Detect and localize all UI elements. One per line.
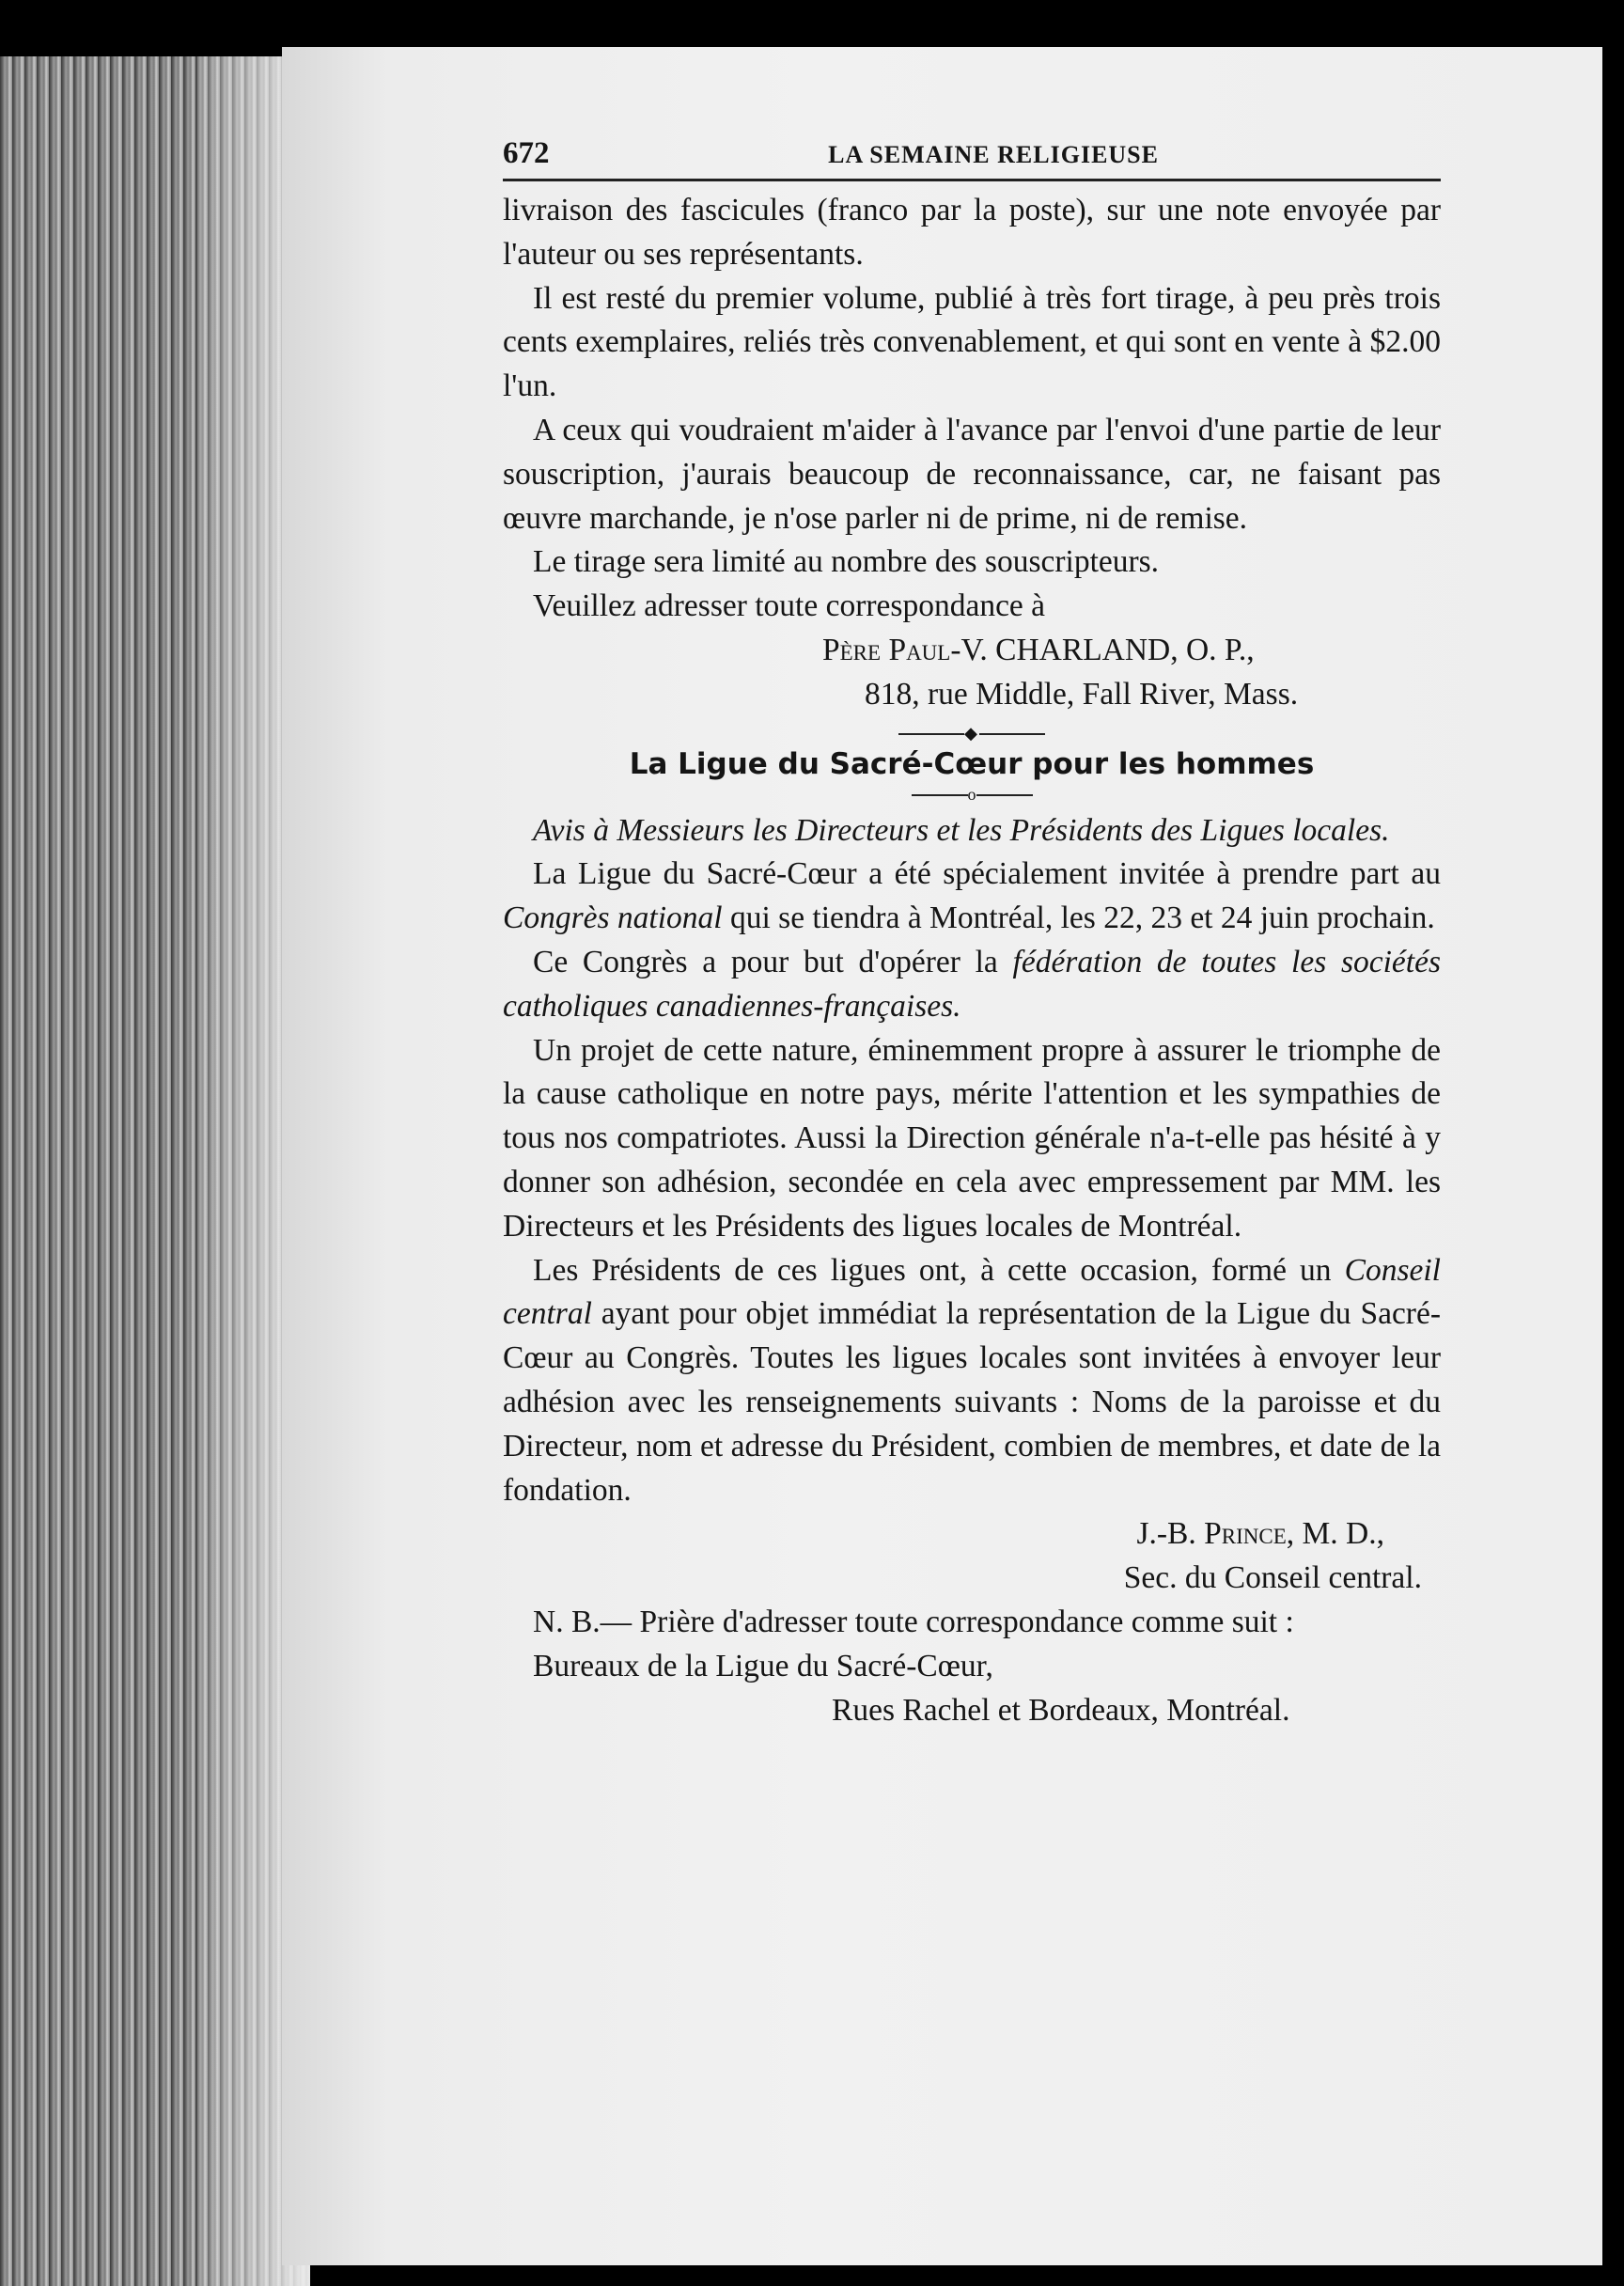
congress-em: fédération de toutes les sociétés catholiques canadiennes-françaises. <box>503 944 1441 1024</box>
page-header <box>503 132 1441 181</box>
invitation-text-b: qui se tiendra à Montréal, les 22, 23 et 24 juin prochain. <box>722 900 1435 936</box>
running-head: LA SEMAINE RELIGIEUSE <box>828 141 1159 168</box>
page-number: 672 <box>503 136 550 170</box>
book-page-edge <box>0 56 310 2286</box>
nb-address-line-1: Bureaux de la Ligue du Sacré-Cœur, <box>533 1648 993 1683</box>
section-title: La Ligue du Sacré-Cœur pour les hommes <box>629 746 1315 781</box>
section-notice <box>503 809 1441 853</box>
page-content <box>503 132 1441 1732</box>
ornament-divider: ◆ <box>503 725 1441 742</box>
paragraph-correspondence: Veuillez adresser toute correspondance à <box>533 588 1046 624</box>
nb-note: N. B.— Prière d'adresser toute correspondance comme suit : <box>533 1604 1294 1639</box>
section-paragraph-council <box>503 1249 1441 1513</box>
council-text-a: Les Présidents de ces ligues ont, à cette occasion, formé un <box>533 1252 1345 1288</box>
invitation-em: Congrès national <box>503 900 723 936</box>
paragraph-first-volume: Il est resté du premier volume, publié à très fort tirage, à peu près trois cents exemplaires, reliés très convenablement, et qui sont en vente à $2.00 l'un. <box>503 280 1441 404</box>
paragraph-continued: livraison des fascicules (franco par la poste), sur une note envoyée par l'auteur ou ses représentants. <box>503 193 1441 272</box>
paragraph-print-run: Le tirage sera limité au nombre des souscripteurs. <box>533 544 1160 580</box>
small-divider: o <box>503 785 1441 804</box>
paragraph-subscription: A ceux qui voudraient m'aider à l'avance par l'envoi d'une partie de leur souscription, j'aurais beaucoup de reconnaissance, car, ne faisant pas œuvre marchande, je n'ose parler ni de prime, ni de remise. <box>503 412 1441 536</box>
section-paragraph-invitation <box>503 853 1441 941</box>
section-paragraph-congress <box>503 941 1441 1029</box>
nb-address-line-2: Rues Rachel et Bordeaux, Montréal. <box>832 1692 1290 1728</box>
congress-text-a: Ce Congrès a pour but d'opérer la <box>533 944 1013 979</box>
section-paragraph-project: Un projet de cette nature, éminemment propre à assurer le triomphe de la cause catholique en notre pays, mérite l'attention et les sympathies de tous nos compatriotes. Aussi la Direction générale n'a-t-elle pas hésité à y donner son adhésion, secondée en cela avec empressement par MM. les Directeurs et les Présidents des ligues locales de Montréal. <box>503 1032 1441 1244</box>
notice-text: Avis à Messieurs les Directeurs et les Présidents des Ligues locales. <box>533 812 1390 848</box>
council-text-b: ayant pour objet immédiat la représentation de la Ligue du Sacré-Cœur au Congrès. Toutes les ligues locales sont invitées à envoyer leur adhésion avec les renseignements suivants : Noms de la paroisse et du Directeur, nom et adresse du Président, combien de membres, et date de la fondation. <box>503 1296 1441 1508</box>
section-signature-name: J.-B. Prince, M. D., <box>1136 1516 1384 1552</box>
signature-name: Père Paul-V. CHARLAND, O. P., <box>822 632 1255 667</box>
section-signature-role: Sec. du Conseil central. <box>1123 1560 1422 1596</box>
signature-address: 818, rue Middle, Fall River, Mass. <box>865 676 1299 712</box>
invitation-text-a: La Ligue du Sacré-Cœur a été spécialement invitée à prendre part au <box>533 856 1441 892</box>
council-em: Conseil central <box>503 1252 1441 1332</box>
